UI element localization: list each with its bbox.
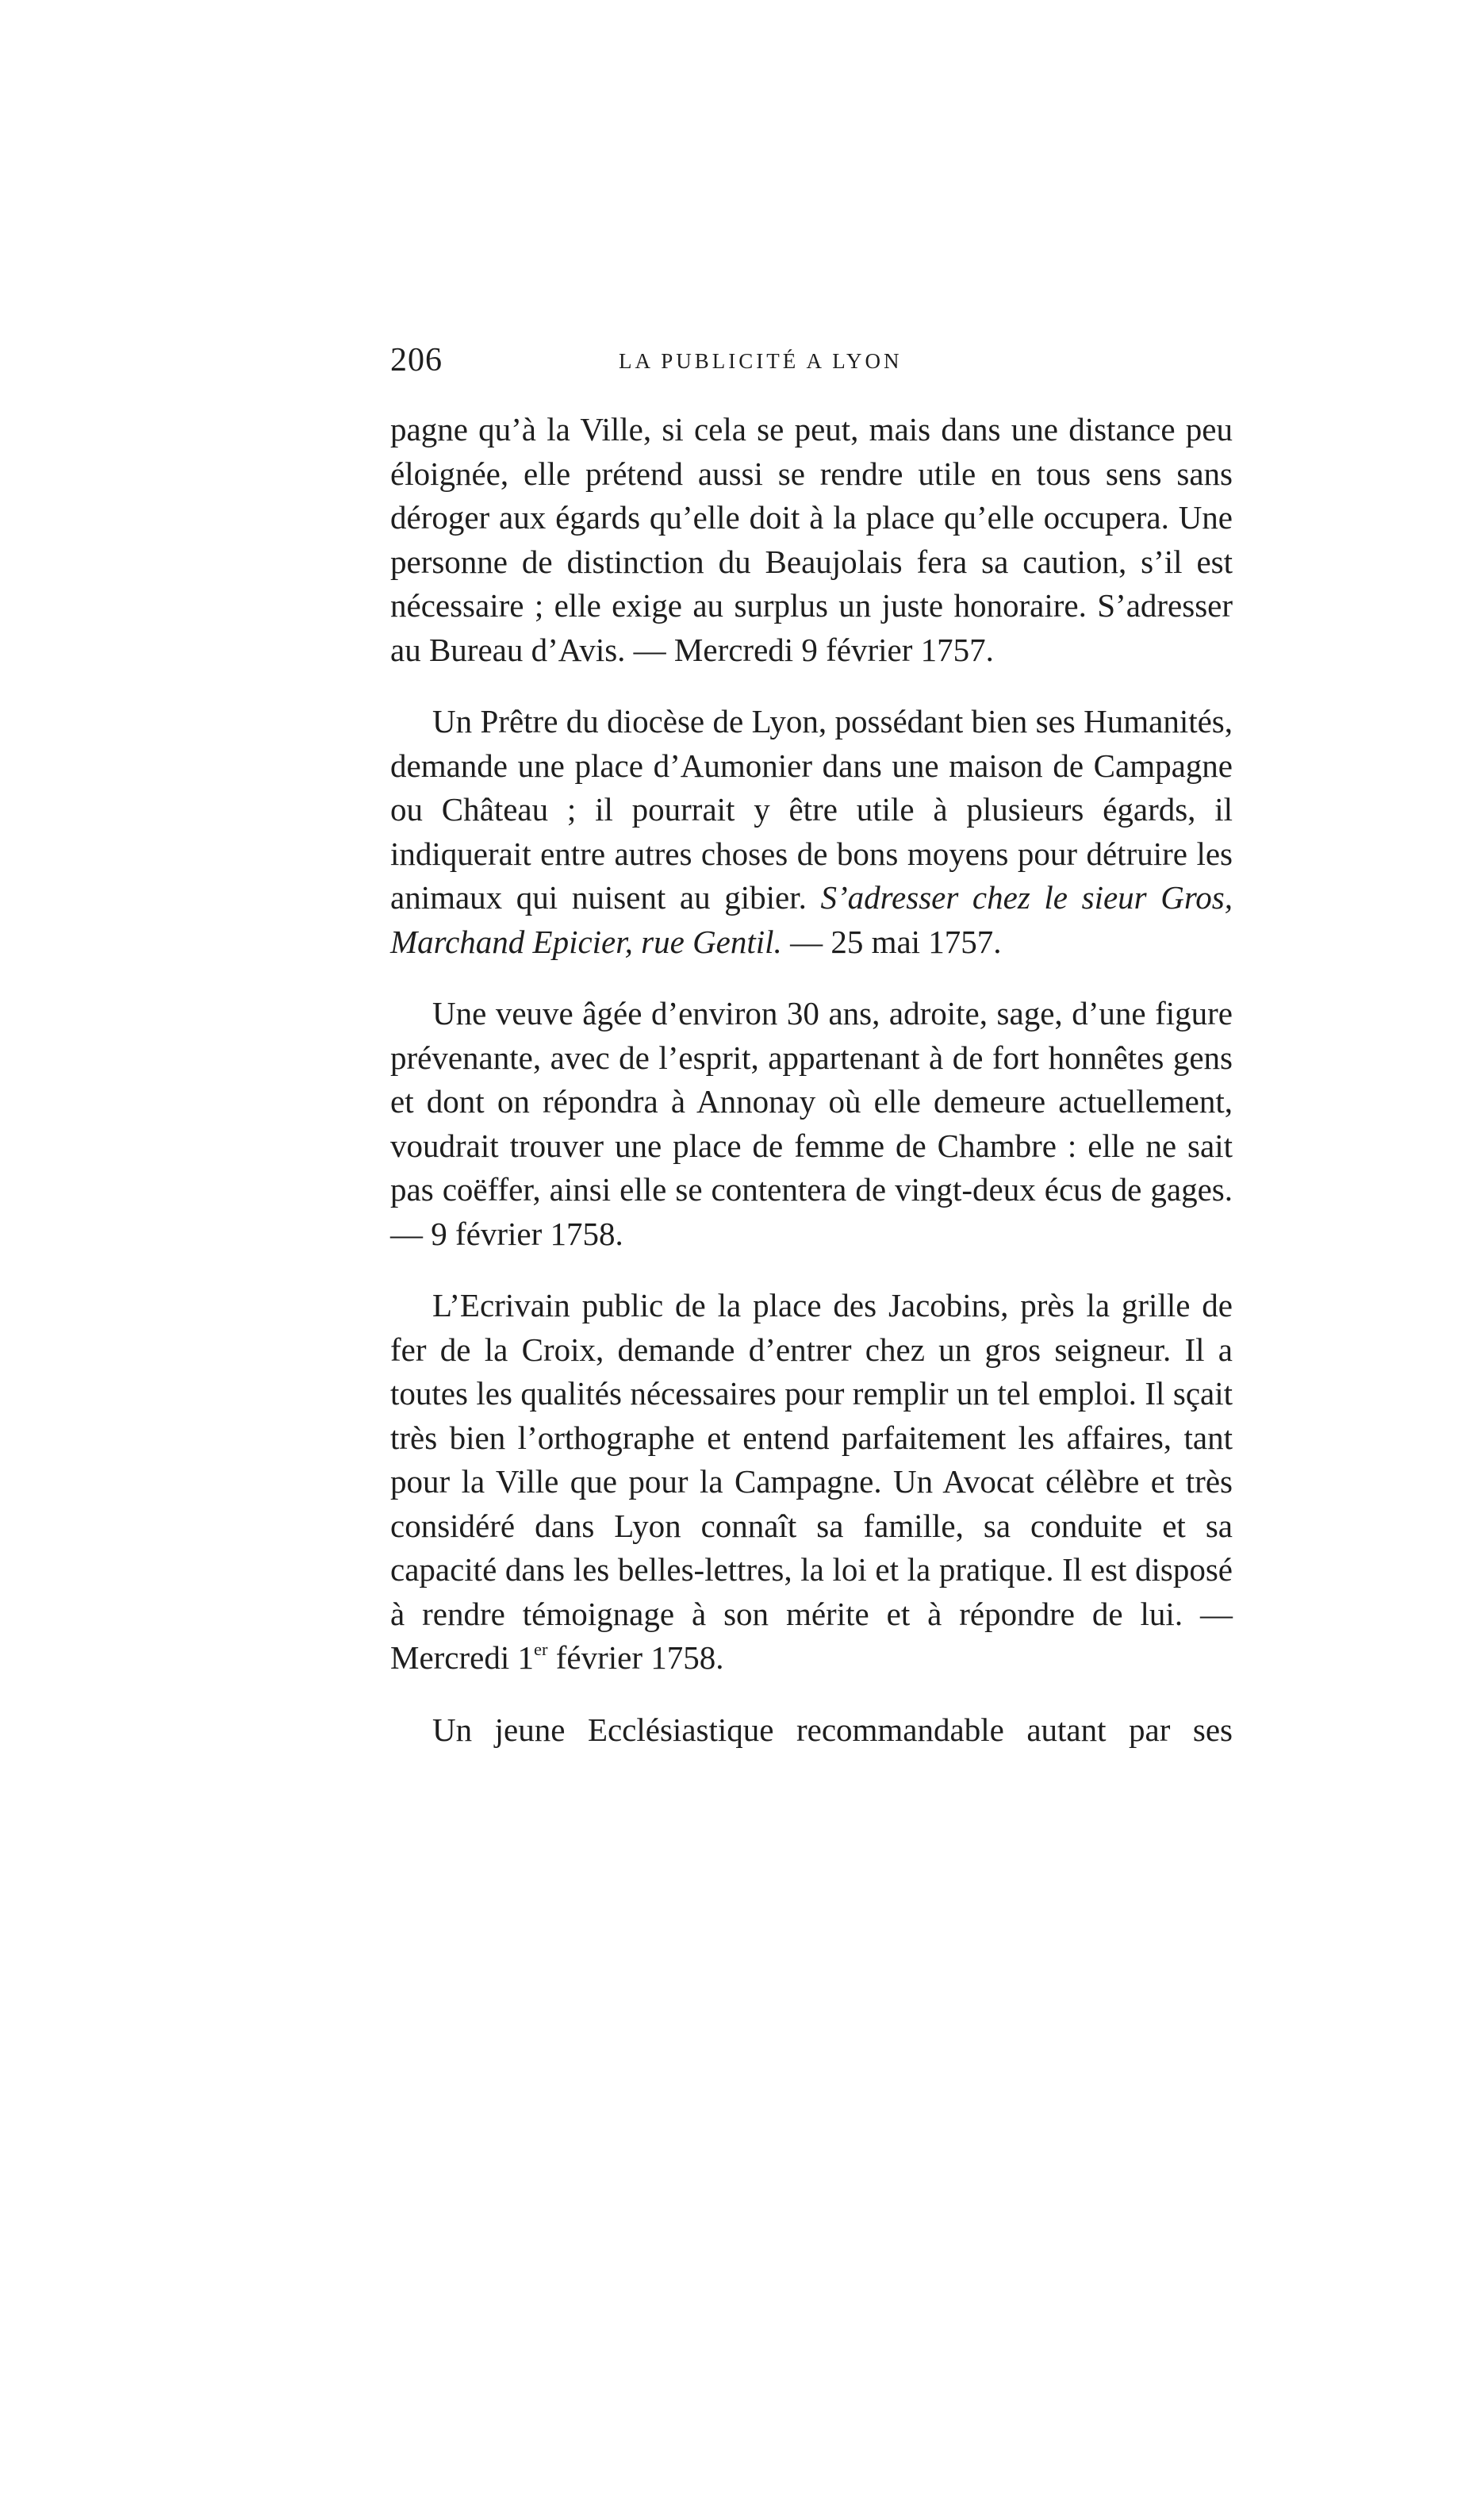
paragraph-ecrivain	[390, 1284, 1233, 1681]
paragraph-text: L’Ecrivain public de la place des Jacobins, près la grille de fer de la Croix, demande d’entrer chez un gros seigneur. Il a toutes les qualités nécessaires pour remplir un tel emploi. Il sçait très bien l’orthographe et entend parfaitement les affaires, tant pour la Ville que pour la Campagne. Un Avocat célèbre et très considéré dans Lyon connaît sa famille, sa conduite et sa capacité dans les belles-lettres, la loi et la pratique. Il est disposé à rendre témoignage à son mérite et à répondre de lui. — Mercredi 1	[390, 1287, 1233, 1676]
paragraph-continuation: pagne qu’à la Ville, si cela se peut, mais dans une distance peu éloignée, elle prétend aussi se rendre utile en tous sens sans déroger aux égards qu’elle doit à la place qu’elle occupera. Une personne de distinction du Beaujolais fera sa caution, s’il est nécessaire ; elle exige au surplus un juste honoraire. S’adresser au Bureau d’Avis. — Mercredi 9 février 1757.	[390, 411, 1233, 668]
page-number: 206	[390, 342, 443, 378]
ordinal-superscript: er	[534, 1639, 548, 1660]
page-header	[390, 341, 1233, 389]
paragraph-text: Un Prêtre du diocèse de Lyon, possédant bien ses Humanités, demande une place d’Aumonier dans une maison de Campagne ou Château ; il pourrait y être utile à plusieurs égards, il indiquerait entre autres choses de bons moyens pour détruire les animaux qui nuisent au gibier.	[390, 703, 1233, 916]
italic-address: S’adresser chez le sieur Gros, Marchand Epicier, rue Gentil.	[390, 879, 1233, 960]
body-text	[390, 408, 1233, 1752]
paragraph-ecclesiastique: Un jeune Ecclésiastique recommandable autant par ses	[432, 1711, 1233, 1748]
paragraph-veuve: Une veuve âgée d’environ 30 ans, adroite, sage, d’une figure prévenante, avec de l’esprit, appartenant à de fort honnêtes gens et dont on répondra à Annonay où elle demeure actuellement, voudrait trouver une place de femme de Chambre : elle ne sait pas coëffer, ainsi elle se contentera de vingt-deux écus de gages. — 9 février 1758.	[390, 995, 1233, 1252]
paragraph-pretre	[390, 700, 1233, 964]
running-title: LA PUBLICITÉ A LYON	[619, 349, 903, 373]
paragraph-date: février 1758.	[547, 1639, 724, 1676]
paragraph-date: — 25 mai 1757.	[781, 923, 1002, 960]
